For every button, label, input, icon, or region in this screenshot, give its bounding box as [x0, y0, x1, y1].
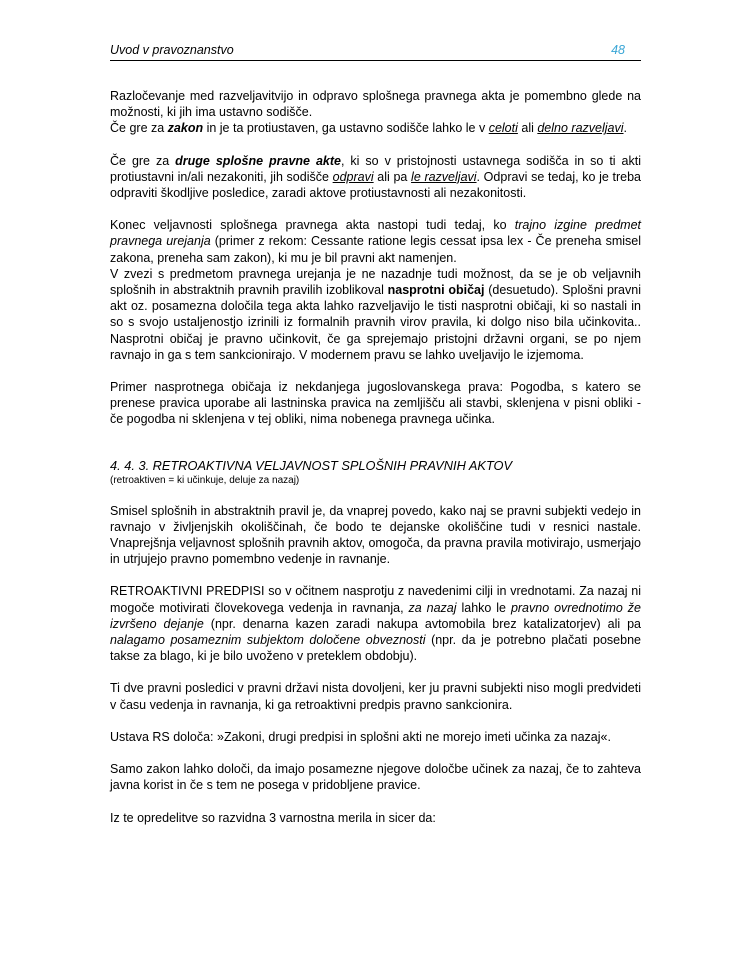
italic-term: za nazaj: [408, 600, 457, 615]
header-title: Uvod v pravoznanstvo: [110, 43, 234, 57]
section-note: (retroaktiven = ki učinkuje, deluje za nazaj): [110, 474, 300, 486]
paragraph-1: [110, 88, 641, 137]
text-run: . Odpravi se tedaj, ko je treba odpraviti škodljive posledice, zaradi aktove protiustavnosti ali nezakonitosti.: [110, 169, 641, 201]
paragraph-2: [110, 153, 641, 202]
text-run: Če gre za: [110, 121, 168, 136]
paragraph-5: Smisel splošnih in abstraktnih pravil je, da vnaprej povedo, kako naj se pravni subjekti vedejo in ravnajo v življenjskih okoliščinah, če bodo te dejanske okoliščine tudi v resnici nastale. Vnaprejšnja veljavnost splošnih pravnih aktov, omogoča, da pravna pravila motivirajo, usmerjajo in utrjujejo pravno pomembno vedenje in ravnanje.: [110, 503, 641, 567]
underlined-term: celoti: [488, 121, 518, 136]
text-run: .: [623, 121, 627, 136]
page-header: [110, 42, 641, 61]
text-run: (desuetudo). Splošni pravni akt oz. posamezna določila tega akta lahko razveljavijo le tisti nasprotni običaji, ki so nastali in so s svojo ustaljenostjo izrinili iz formalnih pravnih virov pravila, ki dolgo niso bila učinkovita.. Nasprotni običaj je pravno učinkovit, če ga sprejemajo pristojni državni organi, se po njem ravnajo in ga s tem sankcionirajo. V modernem pravu se lahko uveljavijo le izjemoma.: [110, 283, 641, 362]
text-run: , ki so v pristojnosti ustavnega sodišča in so ti akti protiustavni in/ali nezakoniti, jih sodišče: [110, 153, 642, 184]
paragraph-6: [110, 583, 641, 664]
underlined-term: le razveljavi: [411, 169, 477, 184]
text-run: Če gre za: [110, 153, 176, 168]
underlined-term: odpravi: [332, 169, 374, 184]
text-run: ali pa: [373, 169, 412, 184]
paragraph-3: [110, 217, 641, 363]
paragraph-8: Ustava RS določa: »Zakoni, drugi predpisi in splošni akti ne morejo imeti učinka za nazaj«.: [110, 729, 611, 744]
italic-term: pravno ovrednotimo že izvršeno dejanje: [110, 600, 642, 631]
section-heading: 4. 4. 3. RETROAKTIVNA VELJAVNOST SPLOŠNIH PRAVNIH AKTOV: [110, 457, 513, 473]
page-number: 48: [611, 43, 625, 57]
text-run: lahko le: [456, 600, 511, 615]
bold-term: nasprotni običaj: [387, 283, 485, 298]
text-run: Konec veljavnosti splošnega pravnega akta nastopi tudi tedaj, ko: [110, 218, 515, 233]
emphasis-text: druge splošne pravne akte: [175, 153, 341, 168]
paragraph-7: Ti dve pravni posledici v pravni državi nista dovoljeni, ker ju pravni subjekti niso mogli predvideti v času vedenja in ravnanja, ki ga retroaktivni predpis pravno sankcionira.: [110, 681, 641, 712]
paragraph-4: Primer nasprotnega običaja iz nekdanjega jugoslovanskega prava: Pogodba, s katero se prenese pravica uporabe ali lastninska pravica na zemljišču ali stavbi, sklenjena v pisni obliki - če pogodba ni sklenjena v tej obliki, nima nobenega pravnega učinka.: [110, 380, 641, 427]
text-run: (npr. da je potrebno plačati posebne takse za blago, ki je bilo uvoženo v preteklem obdobju).: [110, 633, 641, 664]
paragraph-10: Iz te opredelitve so razvidna 3 varnostna merila in sicer da:: [110, 810, 436, 825]
text-run: (primer z rekom: Cessante ratione legis cessat ipsa lex - Če preneha smisel zakona, preneha sam zakon), ki mu je bil pravni akt namenjen.: [110, 234, 641, 265]
text-run: in je ta protiustaven, ga ustavno sodišče lahko le v: [203, 121, 489, 136]
underlined-term: delno razveljavi: [537, 121, 624, 136]
text-run: ali: [517, 121, 538, 136]
text-run: RETROAKTIVNI PREDPISI so v očitnem nasprotju z navedenimi cilji in vrednotami. Za nazaj ni mogoče motivirati človekovega vedenja in ravnanja,: [110, 584, 641, 615]
italic-term: nalagamo posameznim subjektom določene obveznosti: [110, 633, 426, 648]
text-run: (npr. denarna kazen zaradi nakupa avtomobila brez katalizatorjev) ali pa: [203, 616, 641, 631]
page-content: [110, 88, 641, 826]
paragraph-9: Samo zakon lahko določi, da imajo posamezne njegove določbe učinek za nazaj, če to zahteva javna korist in če s tem ne posega v pridobljene pravice.: [110, 762, 641, 793]
emphasis-text: zakon: [167, 121, 204, 136]
text-run: V zvezi s predmetom pravnega urejanja je ne nazadnje tudi možnost, da se je ob veljavnih splošnih in abstraktnih pravnih pravilih izoblikoval: [110, 266, 641, 298]
paragraph-text: Razločevanje med razveljavitvijo in odpravo splošnega pravnega akta je pomembno glede na možnosti, ki jih ima ustavno sodišče.: [110, 89, 641, 120]
italic-term: trajno izgine predmet pravnega urejanja: [110, 218, 642, 249]
